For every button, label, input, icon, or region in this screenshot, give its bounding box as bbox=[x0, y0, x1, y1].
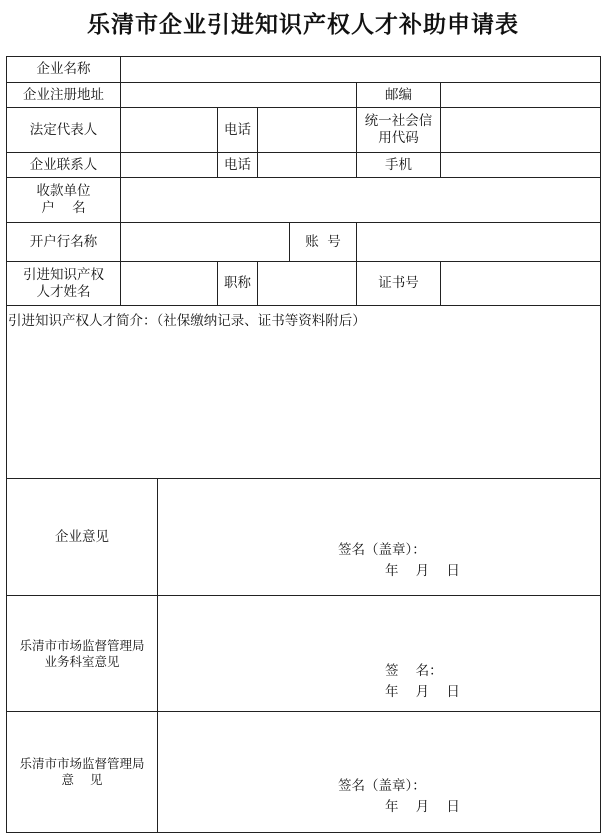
label-credit-code bbox=[357, 108, 441, 152]
label-bureau-opinion bbox=[7, 712, 158, 832]
company-sign-seal: 签名（盖章）： bbox=[338, 542, 426, 558]
label-payee bbox=[7, 178, 121, 222]
row-talent bbox=[7, 262, 600, 306]
field-bank[interactable] bbox=[121, 223, 290, 261]
label-mobile: 手机 bbox=[357, 153, 441, 177]
label-reg-address: 企业注册地址 bbox=[7, 83, 121, 107]
company-date: 年 月 日 bbox=[385, 563, 460, 579]
label-cert-no: 证书号 bbox=[357, 262, 441, 305]
field-bureau-opinion[interactable] bbox=[158, 712, 600, 832]
row-company-name bbox=[7, 57, 600, 83]
field-talent-name[interactable] bbox=[121, 262, 218, 305]
row-payee bbox=[7, 178, 600, 223]
label-dept-opinion bbox=[7, 596, 158, 711]
label-postcode: 邮编 bbox=[357, 83, 441, 107]
row-bureau-opinion bbox=[7, 712, 600, 832]
label-bureau-line1: 乐清市市场监督管理局 bbox=[19, 756, 145, 771]
form-title: 乐清市企业引进知识产权人才补助申请表 bbox=[87, 11, 519, 38]
field-credit-code[interactable] bbox=[441, 108, 600, 152]
row-contact bbox=[7, 153, 600, 178]
application-form-table bbox=[6, 56, 601, 833]
field-company-name[interactable] bbox=[121, 57, 600, 82]
label-company-name: 企业名称 bbox=[7, 57, 121, 82]
field-dept-opinion[interactable] bbox=[158, 596, 600, 711]
label-bureau-line2: 意 见 bbox=[61, 772, 103, 787]
field-account[interactable] bbox=[357, 223, 600, 261]
label-contact-phone: 电话 bbox=[218, 153, 258, 177]
label-intro: 引进知识产权人才简介：（社保缴纳记录、证书等资料附后） bbox=[8, 313, 366, 329]
label-bank: 开户行名称 bbox=[7, 223, 121, 261]
label-account: 账 号 bbox=[290, 223, 357, 261]
row-legal-rep bbox=[7, 108, 600, 153]
row-intro[interactable] bbox=[7, 306, 600, 479]
label-job-title: 职称 bbox=[218, 262, 258, 305]
label-talent bbox=[7, 262, 121, 305]
field-mobile[interactable] bbox=[441, 153, 600, 177]
row-company-opinion bbox=[7, 479, 600, 596]
dept-date: 年 月 日 bbox=[385, 684, 460, 700]
label-legal-rep: 法定代表人 bbox=[7, 108, 121, 152]
field-legal-rep[interactable] bbox=[121, 108, 218, 152]
field-postcode[interactable] bbox=[441, 83, 600, 107]
bureau-date: 年 月 日 bbox=[385, 799, 460, 815]
field-contact[interactable] bbox=[121, 153, 218, 177]
label-credit-code-line2: 用代码 bbox=[378, 130, 419, 146]
label-talent-line2: 人才姓名 bbox=[36, 283, 91, 300]
label-company-opinion: 企业意见 bbox=[7, 479, 158, 595]
label-talent-line1: 引进知识产权 bbox=[23, 266, 104, 283]
field-reg-address[interactable] bbox=[121, 83, 357, 107]
field-job-title[interactable] bbox=[258, 262, 357, 305]
row-bank bbox=[7, 223, 600, 262]
label-contact: 企业联系人 bbox=[7, 153, 121, 177]
field-payee[interactable] bbox=[121, 178, 600, 222]
field-contact-phone[interactable] bbox=[258, 153, 357, 177]
bureau-sign-seal: 签名（盖章）： bbox=[338, 778, 426, 794]
label-dept-line2: 业务科室意见 bbox=[44, 653, 120, 669]
field-phone[interactable] bbox=[258, 108, 357, 152]
field-company-opinion[interactable] bbox=[158, 479, 600, 595]
dept-sign: 签 名： bbox=[385, 663, 443, 679]
row-reg-address bbox=[7, 83, 600, 108]
label-credit-code-line1: 统一社会信 bbox=[364, 113, 433, 129]
field-cert-no[interactable] bbox=[441, 262, 600, 305]
row-dept-opinion bbox=[7, 596, 600, 712]
label-payee-line1: 收款单位 bbox=[36, 183, 91, 199]
label-phone: 电话 bbox=[218, 108, 258, 152]
label-dept-line1: 乐清市市场监督管理局 bbox=[19, 637, 145, 653]
label-payee-line2: 户 名 bbox=[41, 200, 86, 216]
